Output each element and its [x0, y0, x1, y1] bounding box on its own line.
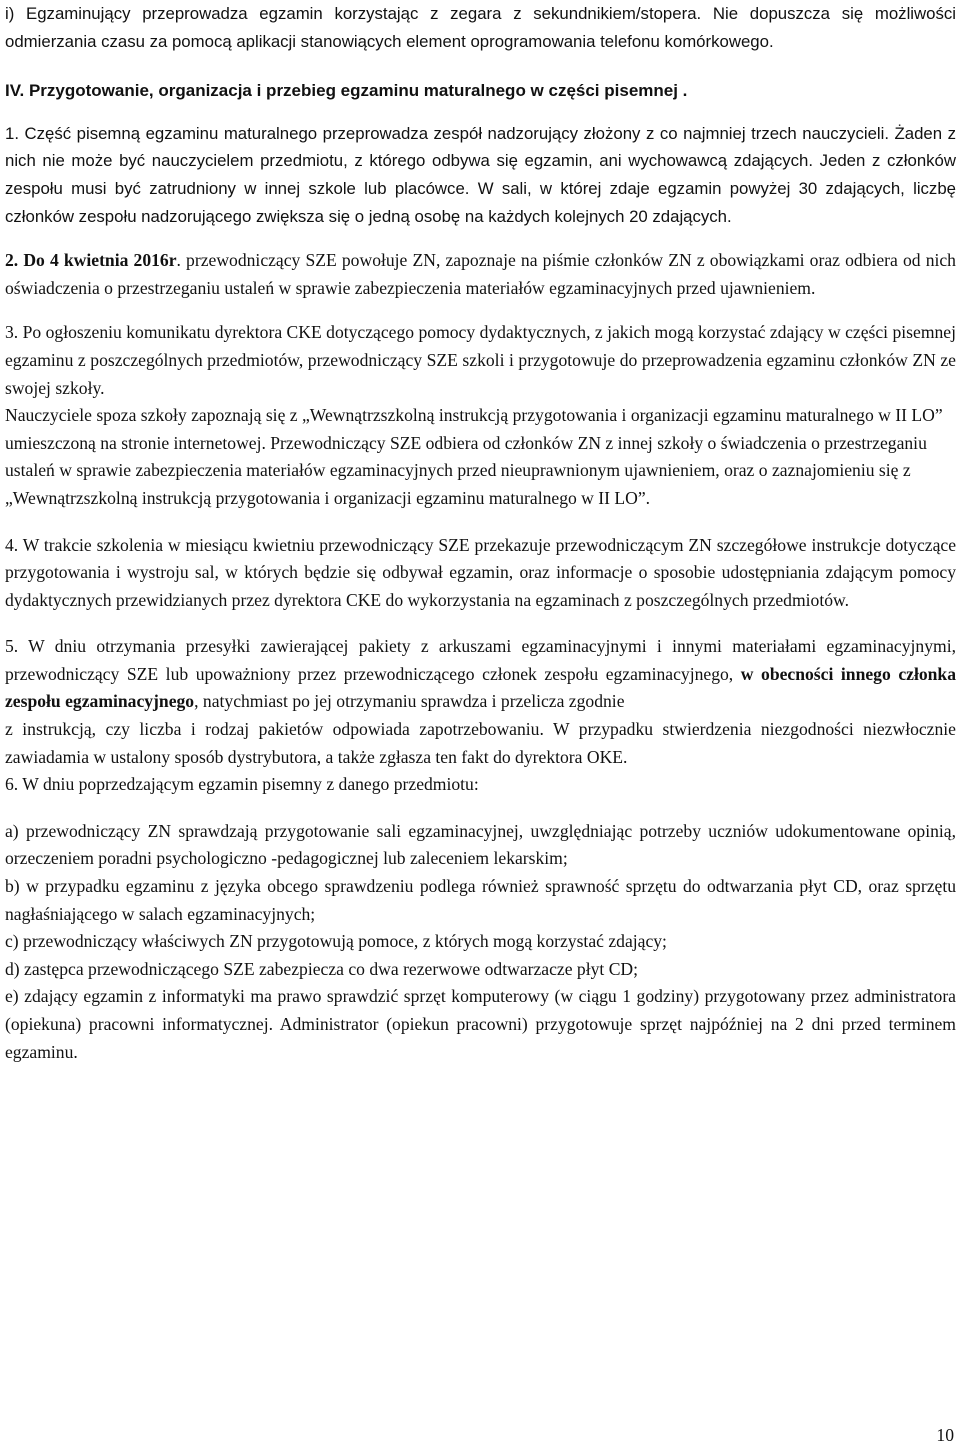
paragraph-2-appointment: [5, 247, 956, 302]
paragraph-5-text-a: 5. W dniu otrzymania przesyłki zawierającej pakiety z arkuszami egzaminacyjnymi i innymi materiałami egzaminacyjnymi, przewodniczący SZE lub upoważniony przez przewodniczącego członek zespołu egzaminacyjnego,: [5, 636, 956, 684]
paragraph-5-bold: w obecności innego członka zespołu egzaminacyjnego: [5, 663, 956, 712]
page-number: 10: [936, 1425, 954, 1445]
paragraph-2-text: . przewodniczący SZE powołuje ZN, zapoznaje na piśmie członków ZN z obowiązkami oraz odbiera od nich oświadczenia o przestrzeganiu ustaleń w sprawie zabezpieczenia materiałów egzaminacyjnych przed ujawnieniem.: [5, 250, 956, 298]
paragraph-5-text-b: , natychmiast po jej otrzymaniu sprawdza i przelicza zgodnie: [194, 691, 625, 712]
paragraph-3-external-teachers: Nauczyciele spoza szkoły zapoznają się z „Wewnątrzszkolną instrukcją przygotowania i organizacji egzaminu maturalnego w II LO” umieszczoną na stronie internetowej. Przewodniczący SZE odbiera od członków ZN z innej szkoły o świadczenia o przestrzeganiu ustaleń w sprawie zabezpieczenia materiałów egzaminacyjnych przed nieuprawnionym ujawnieniem, oraz o zaznajomieniu się z „Wewnątrzszkolną instrukcją przygotowania i organizacji egzaminu maturalnego w II LO”.: [5, 405, 943, 508]
paragraph-3-training: 3. Po ogłoszeniu komunikatu dyrektora CKE dotyczącego pomocy dydaktycznych, z jakich mogą korzystać zdający w części pisemnej egzaminu z poszczególnych przedmiotów, przewodniczący SZE szkoli i przygotowuje do przeprowadzenia egzaminu członków ZN ze swojej szkoły.: [5, 322, 956, 398]
paragraph-1-text: 1. Część pisemną egzaminu maturalnego przeprowadza zespół nadzorujący złożony z co najmniej trzech nauczycieli. Żaden z nich nie może być nauczycielem przedmiotu, z którego odbywa się egzamin, ani wychowawcą zdających. Jeden z członków zespołu musi być zatrudniony w innej szkole lub placówce.: [5, 123, 956, 198]
paragraph-4-instructions: 4. W trakcie szkolenia w miesiącu kwietniu przewodniczący SZE przekazuje przewodniczącym ZN szczegółowe instrukcje dotyczące przygotowania i wystroju sal, w których będzie się odbywał egzamin, oraz informacje o sposobie udostępniania zdającym pomocy dydaktycznych przewidzianych przez dyrektora CKE do wykorzystania na egzaminach z poszczególnych przedmiotów.: [5, 534, 956, 610]
paragraph-2-date: 2. Do 4 kwietnia 2016r: [5, 250, 177, 271]
list-item-d: d) zastępca przewodniczącego SZE zabezpiecza co dwa rezerwowe odtwarzacze płyt CD;: [5, 958, 639, 979]
paragraph-i-stopwatch: i) Egzaminujący przeprowadza egzamin korzystając z zegara z sekundnikiem/stopera. Nie dopuszcza się możliwości odmierzania czasu za pomocą aplikacji stanowiących element oprogramowania telefonu komórkowego.: [5, 4, 956, 51]
list-item-a: a) przewodniczący ZN sprawdzają przygotowanie sali egzaminacyjnej, uwzględniając potrzeby uczniów udokumentowane opinią, orzeczeniem poradni psychologiczno -pedagogicznej lub zaleceniem lekarskim;: [5, 820, 956, 869]
list-item-c: c) przewodniczący właściwych ZN przygotowują pomoce, z których mogą korzystać zdający;: [5, 931, 667, 952]
paragraph-5-verification: z instrukcją, czy liczba i rodzaj pakietów odpowiada zapotrzebowaniu. W przypadku stwierdzenia niezgodności niezwłocznie zawiadamia w ustalony sposób dystrybutora, a także zgłasza ten fakt do dyrektora OKE.: [5, 719, 956, 767]
document-page: [5, 0, 956, 1066]
paragraph-5-delivery: [5, 633, 956, 716]
paragraph-6-day-before: 6. W dniu poprzedzającym egzamin pisemny z danego przedmiotu:: [5, 774, 479, 795]
list-item-e: e) zdający egzamin z informatyki ma prawo sprawdzić sprzęt komputerowy (w ciągu 1 godziny) przygotowany przez administratora (opiekuna) pracowni informatycznej. Administrator (opiekun pracowni) przygotowuje sprzęt najpóźniej na 2 dni przed terminem egzaminu.: [5, 986, 956, 1062]
paragraph-1-supervising-team: [5, 120, 956, 230]
paragraph-1-continuation: W sali, w której zdaje egzamin powyżej 30 zdających, liczbę członków zespołu nadzorującego zwiększa się o jedną osobę na każdych kolejnych 20 zdających.: [5, 178, 956, 226]
list-item-b: b) w przypadku egzaminu z języka obcego sprawdzeniu podlega również sprawność sprzętu do odtwarzania płyt CD, oraz sprzętu nagłaśniającego w salach egzaminacyjnych;: [5, 876, 956, 924]
section-heading-iv: IV. Przygotowanie, organizacja i przebieg egzaminu maturalnego w części pisemnej .: [5, 81, 688, 101]
